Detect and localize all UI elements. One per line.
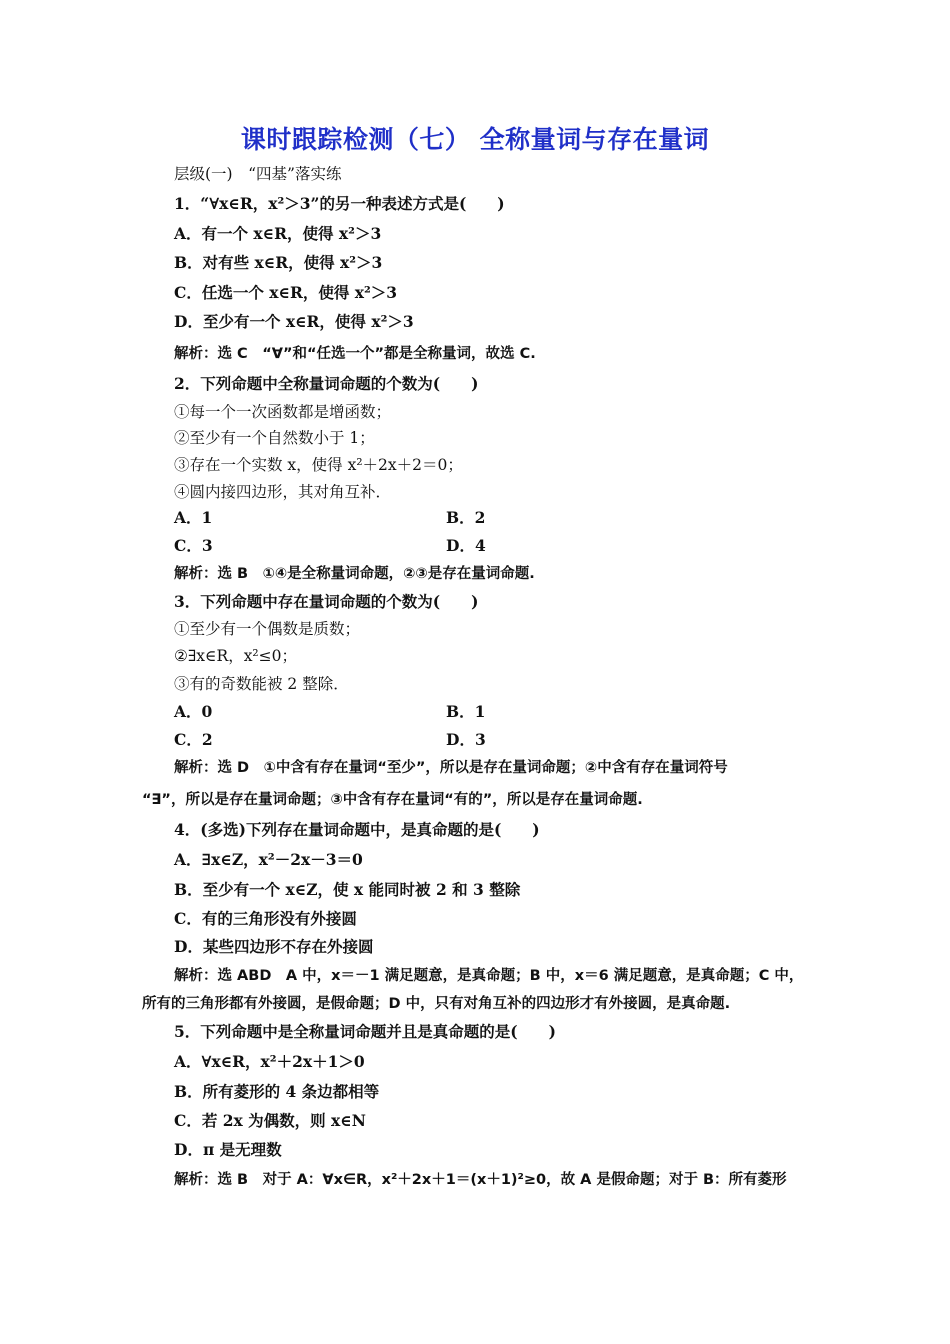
q4-solution-line-2: 所有的三角形都有外接圆，是假命题；D 中，只有对角互补的四边形才有外接圆，是真命题. xyxy=(142,996,731,1012)
q2-solution: 解析：选 B ①④是全称量词命题，②③是存在量词命题. xyxy=(174,566,535,582)
q4-option-a: A．∃x∈Z，x²－2x－3＝0 xyxy=(174,850,363,869)
q2-option-c: C．3 xyxy=(174,536,213,555)
q4-option-d: D．某些四边形不存在外接圆 xyxy=(174,937,374,956)
q5-option-d: D．π 是无理数 xyxy=(174,1140,282,1159)
q1-solution: 解析：选 C “∀”和“任选一个”都是全称量词，故选 C. xyxy=(174,346,536,362)
question-1: 1．“∀x∈R，x²＞3”的另一种表述方式是( ) xyxy=(174,194,505,213)
q3-item-3: ③有的奇数能被 2 整除． xyxy=(174,675,349,693)
q3-option-b: B．1 xyxy=(446,702,486,721)
q1-option-d: D．至少有一个 x∈R，使得 x²＞3 xyxy=(174,312,414,331)
section-heading: 层级(一) “四基”落实练 xyxy=(174,165,342,183)
q1-option-c: C．任选一个 x∈R，使得 x²＞3 xyxy=(174,283,398,302)
question-5: 5．下列命题中是全称量词命题并且是真命题的是( ) xyxy=(174,1022,556,1041)
q2-option-d: D．4 xyxy=(446,536,486,555)
q3-item-2: ②∃x∈R，x²≤0； xyxy=(174,647,297,665)
question-4: 4．(多选)下列存在量词命题中，是真命题的是( ) xyxy=(174,820,540,839)
q5-option-c: C．若 2x 为偶数，则 x∈N xyxy=(174,1111,366,1130)
question-2: 2．下列命题中全称量词命题的个数为( ) xyxy=(174,374,479,393)
q2-option-a: A．1 xyxy=(174,508,213,527)
q2-item-2: ②至少有一个自然数小于 1； xyxy=(174,429,375,447)
q1-option-a: A．有一个 x∈R，使得 x²＞3 xyxy=(174,224,382,243)
q2-item-4: ④圆内接四边形，其对角互补． xyxy=(174,483,392,501)
q2-item-1: ①每一个一次函数都是增函数； xyxy=(174,403,392,421)
page-title: 课时跟踪检测（七） 全称量词与存在量词 xyxy=(240,125,710,154)
q3-option-a: A．0 xyxy=(174,702,213,721)
q3-item-1: ①至少有一个偶数是质数； xyxy=(174,620,361,638)
q3-solution-line-1: 解析：选 D ①中含有存在量词“至少”，所以是存在量词命题；②中含有存在量词符号 xyxy=(174,760,728,776)
q3-solution-line-2: “∃”，所以是存在量词命题；③中含有存在量词“有的”，所以是存在量词命题. xyxy=(142,792,643,808)
q1-option-b: B．对有些 x∈R，使得 x²＞3 xyxy=(174,253,383,272)
q3-option-d: D．3 xyxy=(446,730,486,749)
q4-solution-line-1: 解析：选 ABD A 中，x＝－1 满足题意，是真命题；B 中，x＝6 满足题意，是真命题；C 中， xyxy=(174,968,804,984)
q2-option-b: B．2 xyxy=(446,508,486,527)
q5-solution: 解析：选 B 对于 A：∀x∈R，x²＋2x＋1＝(x＋1)²≥0，故 A 是假命题；对于 B：所有菱形 xyxy=(174,1172,787,1188)
q4-option-b: B．至少有一个 x∈Z，使 x 能同时被 2 和 3 整除 xyxy=(174,880,521,899)
q5-option-a: A．∀x∈R，x²＋2x＋1＞0 xyxy=(174,1052,365,1071)
question-3: 3．下列命题中存在量词命题的个数为( ) xyxy=(174,592,479,611)
q3-option-c: C．2 xyxy=(174,730,213,749)
q4-option-c: C．有的三角形没有外接圆 xyxy=(174,909,357,928)
q5-option-b: B．所有菱形的 4 条边都相等 xyxy=(174,1082,380,1101)
q2-item-3: ③存在一个实数 x，使得 x²＋2x＋2＝0； xyxy=(174,456,463,474)
